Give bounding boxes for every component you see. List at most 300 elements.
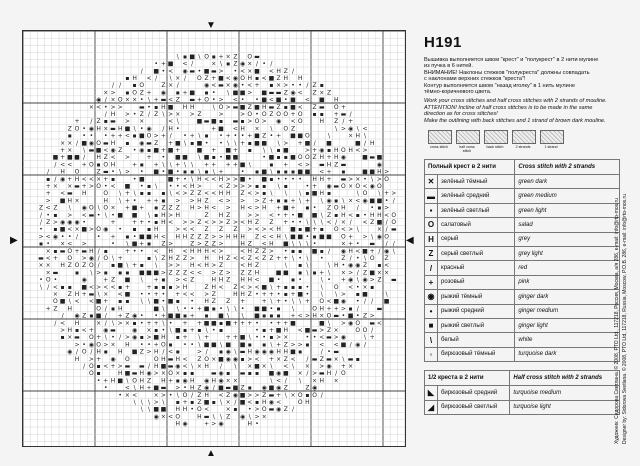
- svg-text:>: >: [218, 67, 224, 75]
- svg-text:H: H: [189, 204, 195, 212]
- svg-text:<: <: [340, 226, 346, 234]
- svg-text:\: \: [291, 305, 295, 313]
- svg-text:<: <: [60, 161, 66, 169]
- svg-text:+: +: [81, 183, 87, 190]
- svg-text:×: ×: [211, 60, 217, 68]
- svg-text:<: <: [211, 247, 217, 255]
- svg-text:▬: ▬: [390, 276, 397, 284]
- svg-text:\: \: [176, 391, 179, 399]
- svg-text:◉: ◉: [110, 355, 116, 363]
- svg-text:/: /: [320, 348, 323, 356]
- svg-text:+: +: [247, 319, 253, 327]
- svg-text:\: \: [147, 298, 151, 306]
- svg-text:▬: ▬: [326, 355, 332, 363]
- svg-text:+: +: [153, 341, 159, 349]
- svg-text:O: O: [204, 53, 209, 61]
- svg-text:+: +: [110, 219, 116, 226]
- svg-text:×: ×: [290, 391, 296, 399]
- color-name-ru: салатовый: [438, 218, 515, 232]
- svg-text:<: <: [168, 67, 174, 75]
- svg-text:▪: ▪: [283, 168, 288, 176]
- svg-text:H: H: [218, 175, 224, 183]
- svg-text:•: •: [82, 125, 86, 133]
- svg-text:\: \: [140, 298, 143, 306]
- svg-text:O: O: [297, 118, 303, 126]
- svg-text:▪: ▪: [139, 190, 144, 198]
- svg-text:\: \: [371, 175, 374, 183]
- svg-text:▪: ▪: [218, 327, 224, 334]
- svg-text:H: H: [161, 334, 166, 342]
- svg-text:H: H: [211, 377, 217, 385]
- svg-text:/: /: [356, 204, 359, 212]
- svg-text:>: >: [225, 103, 231, 111]
- svg-text:H: H: [161, 103, 166, 111]
- svg-text:▪: ▪: [146, 147, 152, 154]
- svg-text:•: •: [363, 175, 367, 183]
- svg-text:▪: ▪: [204, 132, 209, 140]
- svg-text:+: +: [175, 147, 181, 154]
- svg-text:▪: ▪: [290, 276, 296, 284]
- svg-text:◉: ◉: [239, 60, 246, 68]
- svg-text:•: •: [183, 305, 187, 313]
- svg-text:O: O: [283, 125, 289, 133]
- svg-text:■: ■: [131, 240, 138, 248]
- color-name-ru: бирюзовый тёмный: [438, 347, 515, 361]
- svg-text:•: •: [161, 291, 166, 298]
- svg-text:O: O: [261, 406, 267, 414]
- svg-text:■: ■: [254, 139, 260, 147]
- svg-text:▪: ▪: [211, 305, 216, 313]
- svg-text:•: •: [89, 132, 94, 140]
- svg-text:■: ■: [383, 298, 390, 306]
- svg-text:>: >: [96, 269, 102, 277]
- svg-text:/: /: [104, 319, 107, 327]
- svg-text:<: <: [355, 197, 361, 205]
- svg-text:▬: ▬: [340, 175, 347, 183]
- svg-text:\: \: [183, 161, 187, 169]
- svg-text:H: H: [175, 355, 181, 363]
- svg-text:<: <: [376, 319, 382, 327]
- svg-text:•: •: [305, 334, 310, 342]
- svg-text:•: •: [327, 276, 331, 284]
- svg-text:▪: ▪: [96, 161, 101, 169]
- svg-text:Z: Z: [269, 255, 274, 262]
- svg-text:H: H: [333, 96, 339, 104]
- svg-text:▪: ▪: [355, 211, 360, 219]
- svg-text:<: <: [240, 247, 246, 255]
- svg-text:•: •: [356, 298, 360, 306]
- svg-text:+: +: [290, 291, 296, 298]
- instructions-ru: Вышивка выполняется швом "крест" и "полукрест" в 2 нити мулине из пучка в 6 нитей. ВНИМАНИЕ! Наклоны стежков "полукреста" должны совпадать с наклонами верхних стежков "креста"! Контур выполняется швом "назад иголку" в 1 нить мулине тёмно-коричневого цвета.: [424, 57, 599, 96]
- svg-text:Z: Z: [262, 247, 267, 255]
- svg-text:<: <: [168, 348, 174, 356]
- svg-text:\: \: [392, 247, 395, 255]
- svg-text:▬: ▬: [110, 118, 116, 126]
- svg-text:+: +: [175, 291, 181, 298]
- svg-text:/: /: [327, 247, 331, 255]
- svg-text:\: \: [169, 75, 172, 82]
- svg-text:<: <: [103, 147, 109, 154]
- svg-text:O: O: [96, 341, 101, 349]
- svg-text:◉: ◉: [67, 348, 73, 356]
- svg-text:▪: ▪: [132, 319, 137, 327]
- svg-text:/: /: [169, 132, 172, 140]
- svg-text:H: H: [161, 211, 166, 219]
- svg-text:/: /: [75, 139, 79, 147]
- svg-text:×: ×: [124, 319, 130, 327]
- svg-text:\: \: [284, 262, 287, 270]
- svg-text:▬: ▬: [102, 168, 109, 176]
- svg-text:<: <: [218, 391, 224, 399]
- svg-text:•: •: [219, 132, 223, 140]
- svg-text:O: O: [89, 334, 94, 342]
- copyright-note: Художник: Сидорова Светлана. © 2008, PTO Ltd., 117218, Россия, Москва, а/я 286, e-mail: info@rto-mos.ru Designer by: Sidorova Svetlana. © 2008, PTO Ltd, 117218, Russia, Moscow, P.O.B. 286, e-mail: info@rto-mos.ru: [614, 194, 628, 444]
- svg-text:▪: ▪: [125, 298, 130, 306]
- svg-text:▬: ▬: [239, 370, 246, 378]
- svg-text:+: +: [333, 305, 339, 313]
- svg-text:•: •: [111, 168, 115, 176]
- svg-text:\: \: [126, 377, 129, 385]
- svg-text:O: O: [67, 255, 73, 262]
- instructions-en: Work your cross stitches and half cross stitches with 2 strands of mouline. ATTENTION! Incline of half cross stitches is to be made in the same direction as for cross stitches! Make the outlining with back stitches and 1 strand of brown dark mouline.: [424, 98, 607, 124]
- svg-text:\: \: [306, 240, 309, 248]
- svg-text:▪: ▪: [60, 283, 65, 291]
- svg-text:▪: ▪: [254, 183, 260, 190]
- svg-text:>: >: [240, 197, 246, 205]
- svg-text:■: ■: [376, 197, 383, 205]
- svg-text:Z: Z: [118, 147, 123, 154]
- svg-text:Z: Z: [283, 89, 288, 97]
- svg-text:•: •: [147, 103, 151, 111]
- svg-text:\: \: [270, 168, 273, 176]
- svg-text:>: >: [110, 89, 116, 97]
- svg-text:H: H: [139, 384, 145, 392]
- svg-text:H: H: [319, 175, 325, 183]
- svg-text:◉: ◉: [261, 348, 267, 356]
- svg-text:\: \: [327, 319, 331, 327]
- color-name-en: ginger dark: [515, 290, 620, 304]
- stitch-type-icons: [428, 130, 634, 153]
- svg-text:O: O: [305, 132, 310, 140]
- svg-text:Z: Z: [377, 276, 382, 284]
- svg-text:+: +: [81, 291, 87, 298]
- svg-text:Z: Z: [240, 384, 245, 392]
- svg-text:H: H: [197, 197, 202, 205]
- svg-text:\: \: [270, 147, 273, 154]
- svg-text:/: /: [385, 240, 388, 248]
- svg-text:■: ■: [167, 60, 174, 68]
- svg-text:H: H: [175, 233, 181, 241]
- svg-text:×: ×: [103, 125, 109, 133]
- svg-text:+: +: [168, 139, 174, 147]
- svg-text:▪: ▪: [254, 370, 260, 378]
- svg-text:■: ■: [297, 291, 304, 298]
- svg-text:<: <: [254, 276, 260, 284]
- svg-text:\: \: [162, 399, 165, 406]
- svg-text:Z: Z: [362, 262, 368, 270]
- svg-text:•: •: [262, 60, 266, 68]
- svg-text:+: +: [290, 111, 296, 118]
- svg-text:>: >: [153, 399, 159, 406]
- svg-text:+: +: [117, 132, 123, 140]
- svg-text:•: •: [240, 305, 245, 313]
- svg-text:▬: ▬: [254, 53, 260, 61]
- svg-text:▪: ▪: [74, 269, 80, 277]
- svg-text:■: ■: [81, 226, 88, 234]
- svg-text:◉: ◉: [232, 391, 239, 399]
- svg-text:+: +: [110, 363, 116, 370]
- color-name-ru: зелёный средний: [438, 189, 515, 203]
- svg-text:•: •: [255, 420, 259, 428]
- svg-text:H: H: [276, 226, 281, 234]
- svg-text:▪: ▪: [269, 161, 274, 169]
- svg-text:▬: ▬: [74, 334, 80, 342]
- svg-text:/: /: [97, 247, 100, 255]
- svg-text:H: H: [182, 406, 188, 414]
- svg-text:>: >: [211, 219, 217, 226]
- svg-text:▪: ▪: [125, 89, 130, 97]
- svg-text:×: ×: [160, 413, 166, 421]
- svg-text:O: O: [153, 355, 159, 363]
- svg-text:×: ×: [312, 377, 318, 385]
- svg-text:\: \: [212, 168, 215, 176]
- svg-text:\: \: [270, 341, 273, 349]
- svg-text:■: ■: [167, 312, 174, 320]
- svg-text:▬: ▬: [110, 125, 116, 133]
- svg-text:▪: ▪: [262, 190, 267, 198]
- svg-text:+: +: [139, 240, 145, 248]
- svg-text:•: •: [255, 96, 259, 104]
- svg-text:▬: ▬: [340, 161, 347, 169]
- svg-text:Z: Z: [110, 276, 116, 284]
- svg-text:>: >: [160, 269, 166, 277]
- svg-text:×: ×: [225, 377, 231, 385]
- svg-text:◉: ◉: [311, 384, 318, 392]
- svg-text:Z: Z: [175, 255, 180, 262]
- svg-text:<: <: [88, 283, 94, 291]
- svg-text:×: ×: [124, 96, 130, 104]
- svg-text:H: H: [189, 183, 195, 190]
- svg-text:\: \: [68, 204, 71, 212]
- svg-text:/: /: [212, 384, 215, 392]
- svg-text:•: •: [312, 240, 317, 248]
- svg-text:■: ■: [297, 168, 304, 176]
- svg-text:+: +: [290, 197, 296, 205]
- svg-text:×: ×: [254, 125, 260, 133]
- svg-text:/: /: [291, 67, 295, 75]
- svg-text:>: >: [304, 161, 310, 169]
- svg-text:/: /: [104, 305, 107, 313]
- svg-text:\: \: [97, 204, 100, 212]
- svg-text:■: ■: [261, 305, 268, 313]
- svg-text:Z: Z: [190, 240, 195, 248]
- svg-text:<: <: [240, 283, 246, 291]
- svg-text:■: ■: [254, 103, 260, 111]
- svg-text:>: >: [211, 262, 217, 270]
- svg-text:•: •: [161, 168, 166, 176]
- svg-text:/: /: [392, 197, 395, 205]
- svg-text:Z: Z: [103, 154, 108, 162]
- svg-text:+: +: [124, 247, 130, 255]
- svg-text:■: ■: [174, 154, 181, 162]
- svg-text:▪: ▪: [168, 341, 173, 349]
- svg-text:▬: ▬: [138, 363, 145, 370]
- svg-text:O: O: [297, 399, 303, 406]
- svg-text:<: <: [225, 75, 231, 82]
- svg-text:▪: ▪: [240, 355, 245, 363]
- table-row: [425, 386, 620, 400]
- svg-text:▪: ▪: [305, 190, 310, 198]
- svg-text:H: H: [153, 226, 159, 234]
- svg-text:◉: ◉: [95, 96, 102, 104]
- svg-text:+: +: [225, 161, 231, 169]
- svg-text:>: >: [124, 334, 130, 342]
- svg-text:■: ■: [174, 327, 181, 334]
- center-arrow-bottom: ▲: [206, 448, 216, 459]
- svg-text:◉: ◉: [74, 219, 80, 226]
- svg-text:▬: ▬: [138, 103, 145, 111]
- svg-text:<: <: [189, 269, 195, 277]
- svg-text:+: +: [103, 298, 109, 306]
- svg-text:H: H: [326, 161, 332, 169]
- svg-text:>: >: [376, 175, 382, 183]
- svg-text:Z: Z: [326, 327, 332, 334]
- svg-text:■: ■: [239, 103, 246, 111]
- svg-text:•: •: [291, 211, 295, 219]
- svg-text:◉: ◉: [88, 341, 95, 349]
- svg-text:\: \: [205, 327, 208, 334]
- svg-text:Z: Z: [226, 298, 231, 306]
- svg-text:•: •: [132, 197, 137, 205]
- svg-text:•: •: [197, 67, 202, 75]
- svg-text:■: ■: [354, 139, 361, 147]
- svg-text:/: /: [335, 370, 338, 378]
- svg-text:/: /: [47, 168, 50, 176]
- svg-text:■: ■: [311, 211, 318, 219]
- svg-text:•: •: [305, 233, 310, 241]
- svg-text:Z: Z: [240, 269, 245, 277]
- color-name-ru: зелёный тёмный: [438, 175, 515, 189]
- svg-text:/: /: [363, 341, 367, 349]
- svg-text:■: ■: [268, 75, 275, 82]
- svg-text:▪: ▪: [290, 247, 296, 255]
- svg-text:<: <: [81, 175, 87, 183]
- svg-text:O: O: [146, 132, 152, 140]
- svg-text:+: +: [139, 219, 145, 226]
- svg-text:H: H: [333, 147, 339, 154]
- svg-text:•: •: [46, 240, 50, 248]
- svg-text:×: ×: [139, 118, 145, 126]
- svg-text:▪: ▪: [247, 384, 252, 392]
- svg-text:\: \: [270, 283, 273, 291]
- svg-text:▪: ▪: [204, 168, 209, 176]
- svg-text:<: <: [362, 183, 368, 190]
- svg-text:+: +: [247, 132, 253, 140]
- svg-text:\: \: [306, 219, 309, 226]
- svg-text:<: <: [283, 363, 289, 370]
- svg-text:Z: Z: [218, 269, 224, 277]
- svg-text:O: O: [67, 247, 73, 255]
- svg-text:◉: ◉: [232, 82, 239, 90]
- color-name-ru: серый светлый: [438, 247, 515, 261]
- svg-text:H: H: [319, 377, 325, 385]
- svg-text:▪: ▪: [254, 399, 260, 406]
- svg-text:/: /: [162, 348, 165, 356]
- svg-text:>: >: [175, 276, 181, 284]
- svg-text:▪: ▪: [298, 262, 303, 270]
- svg-text:■: ■: [290, 319, 296, 327]
- svg-text:▪: ▪: [262, 341, 267, 349]
- svg-text:H: H: [153, 348, 159, 356]
- svg-text:H: H: [96, 348, 101, 356]
- svg-text:×: ×: [384, 269, 390, 277]
- center-arrow-top: ▼: [206, 20, 216, 31]
- svg-text:+: +: [268, 291, 274, 298]
- svg-text:▪: ▪: [247, 341, 252, 349]
- svg-text:■: ■: [239, 391, 246, 399]
- svg-text:>: >: [362, 147, 368, 154]
- svg-text:O: O: [182, 391, 188, 399]
- svg-text:<: <: [254, 255, 260, 262]
- color-name-en: turquoise dark: [515, 347, 620, 361]
- svg-text:■: ■: [254, 312, 260, 320]
- svg-text:+: +: [369, 247, 375, 255]
- svg-text:\: \: [176, 118, 179, 126]
- svg-text:<: <: [45, 204, 51, 212]
- svg-text:▬: ▬: [390, 226, 397, 234]
- svg-text:>: >: [175, 283, 181, 291]
- svg-text:H: H: [67, 327, 73, 334]
- svg-text:■: ■: [362, 247, 368, 255]
- svg-text:>: >: [232, 219, 238, 226]
- svg-text:•: •: [111, 211, 115, 219]
- svg-text:Z: Z: [218, 226, 224, 234]
- table-header-row: [425, 371, 620, 386]
- svg-text:•: •: [140, 247, 144, 255]
- svg-text:H: H: [211, 283, 217, 291]
- svg-text:◉: ◉: [203, 384, 210, 392]
- svg-text:×: ×: [132, 96, 138, 104]
- svg-text:<: <: [182, 276, 188, 284]
- svg-text:H: H: [341, 204, 346, 212]
- stitch-chart-grid: [22, 30, 406, 447]
- svg-text:\: \: [212, 413, 215, 421]
- svg-text:>: >: [124, 154, 130, 162]
- svg-text:/: /: [356, 269, 359, 277]
- svg-text:Z: Z: [161, 240, 166, 248]
- svg-text:+: +: [384, 190, 390, 198]
- svg-text:▪: ▪: [175, 298, 180, 306]
- svg-text:>: >: [175, 384, 181, 392]
- svg-text:H: H: [161, 377, 166, 385]
- svg-text:•: •: [96, 233, 101, 241]
- svg-text:•: •: [132, 147, 137, 154]
- svg-text:◉: ◉: [275, 370, 282, 378]
- svg-text:Z: Z: [218, 262, 224, 270]
- svg-text:>: >: [196, 204, 202, 212]
- svg-text:◉: ◉: [347, 276, 354, 284]
- svg-text:■: ■: [254, 305, 260, 313]
- svg-text:◉: ◉: [81, 276, 87, 284]
- svg-text:■: ■: [203, 341, 210, 349]
- svg-text:▪: ▪: [132, 82, 137, 90]
- svg-text:▬: ▬: [160, 96, 167, 104]
- pattern-code: H191: [424, 34, 462, 51]
- svg-text:\: \: [363, 132, 367, 140]
- svg-text:•: •: [118, 226, 122, 234]
- svg-text:×: ×: [348, 183, 354, 190]
- svg-text:▪: ▪: [96, 370, 101, 378]
